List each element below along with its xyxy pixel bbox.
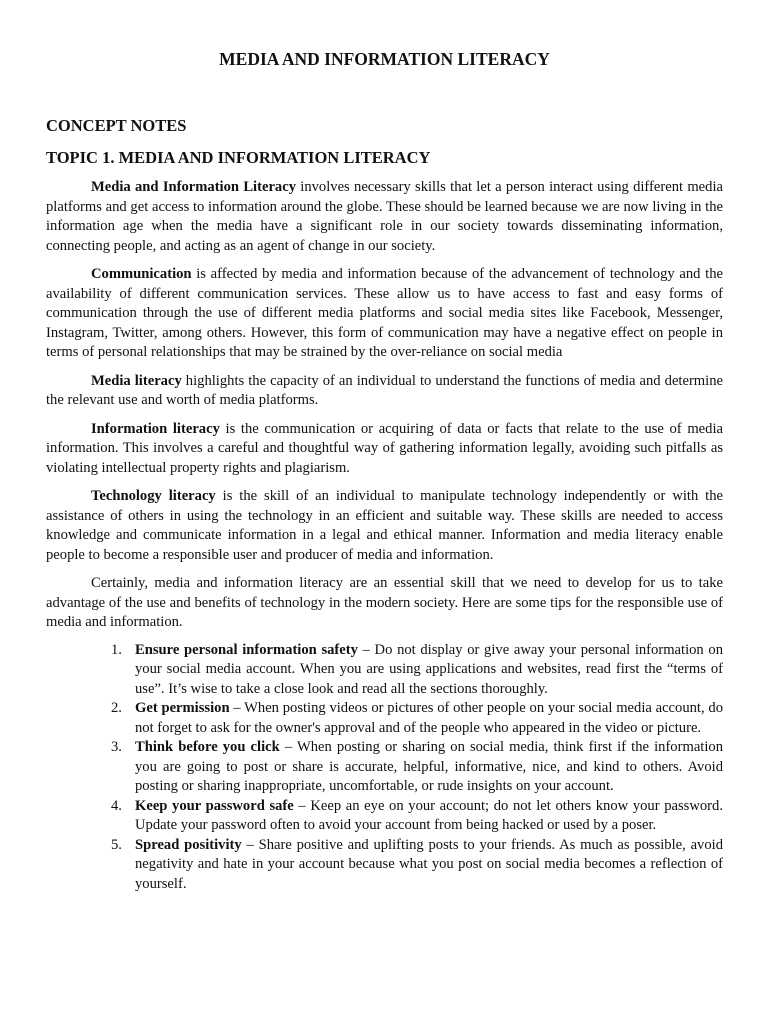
- paragraph-text: is the communication or acquiring of data or facts that relate to the use of media information. This involves a careful and thoughtful way of gathering information legally, avoiding such pitfalls as violating intellectual property rights and plagiarism.: [46, 420, 723, 476]
- paragraph-text: highlights the capacity of an individual to understand the functions of media and determine the relevant use and worth of media platforms.: [46, 372, 723, 408]
- list-item: [111, 641, 723, 700]
- paragraph-text: is the skill of an individual to manipulate technology independently or with the assistance of others in using the technology in an efficient and suitable way. These skills are needed to access knowledge and communicate information in a legal and ethical manner. Information and media literacy enable people to become a responsible user and producer of media and information.: [46, 488, 723, 563]
- tip-text: – When posting or sharing on social media, think first if the information you are going to post or share is accurate, helpful, informative, nice, and kind to others. Avoid posting or sharing inappropriate, uncomfortable, or rude insights on your account.: [135, 739, 723, 794]
- list-number: 3.: [111, 739, 122, 755]
- paragraph-information-literacy: [46, 420, 723, 479]
- tip-text: – Keep an eye on your account; do not let others know your password. Update your password often to avoid your account from being hacked or used by a poser.: [135, 797, 723, 833]
- section-heading: CONCEPT NOTES: [46, 116, 187, 135]
- paragraph-technology-literacy: [46, 487, 723, 565]
- paragraph-text: involves necessary skills that let a person interact using different media platforms and get access to information around the globe. These should be learned because we are now living in the information age when the media have a significant role in our society towards disseminating information, connecting people, and acting as an agent of change in our society.: [46, 179, 723, 254]
- list-number: 5.: [111, 836, 122, 853]
- list-item: [111, 836, 723, 895]
- paragraph-communication: [46, 265, 723, 363]
- paragraph-media-literacy: [46, 372, 723, 411]
- paragraph-text: is affected by media and information because of the advancement of technology and the availability of different communication services. These allow us to have access to fast and easy forms of communication through the use of different media platforms and social media sites like Facebook, Messenger, Instagram, Twitter, among others. However, this form of communication may have a negative effect on people in terms of personal relationships that may be strained by the over-reliance on social media: [46, 266, 723, 360]
- term: Technology literacy: [91, 488, 216, 504]
- document-page: [46, 0, 723, 894]
- tip-title: Ensure personal information safety: [135, 641, 358, 658]
- tip-title: Keep your password safe: [135, 797, 294, 814]
- topic-heading: TOPIC 1. MEDIA AND INFORMATION LITERACY: [46, 148, 431, 167]
- term: Media literacy: [91, 372, 182, 389]
- paragraph-media-information-literacy: [46, 178, 723, 256]
- list-number: 4.: [111, 797, 122, 814]
- tip-title: Get permission: [135, 700, 230, 716]
- tips-list: [111, 641, 723, 895]
- list-item: [111, 797, 723, 836]
- tip-text: – Do not display or give away your personal information on your social media account. When you are using applications and websites, read first the “terms of use”. It’s wise to take a close look and read all the sections thoroughly.: [135, 641, 723, 697]
- document-title: MEDIA AND INFORMATION LITERACY: [219, 49, 550, 69]
- list-number: 2.: [111, 700, 122, 716]
- term: Communication: [91, 266, 192, 282]
- term: Media and Information Literacy: [91, 179, 296, 195]
- list-number: 1.: [111, 641, 122, 658]
- tip-text: – When posting videos or pictures of other people on your social media account, do not forget to ask for the owner's approval and of the people who appeared in the video or picture.: [135, 700, 723, 736]
- term: Information literacy: [91, 420, 220, 437]
- tip-title: Spread positivity: [135, 836, 242, 853]
- list-item: [111, 699, 723, 738]
- tip-text: – Share positive and uplifting posts to your friends. As much as possible, avoid negativity and hate in your account because what you post on social media becomes a reflection of yourself.: [135, 836, 723, 892]
- paragraph-closing: Certainly, media and information literacy are an essential skill that we need to develop for us to take advantage of the use and benefits of technology in the modern society. Here are some tips for the responsible use of media and information.: [46, 575, 723, 630]
- tip-title: Think before you click: [135, 739, 280, 755]
- list-item: [111, 738, 723, 797]
